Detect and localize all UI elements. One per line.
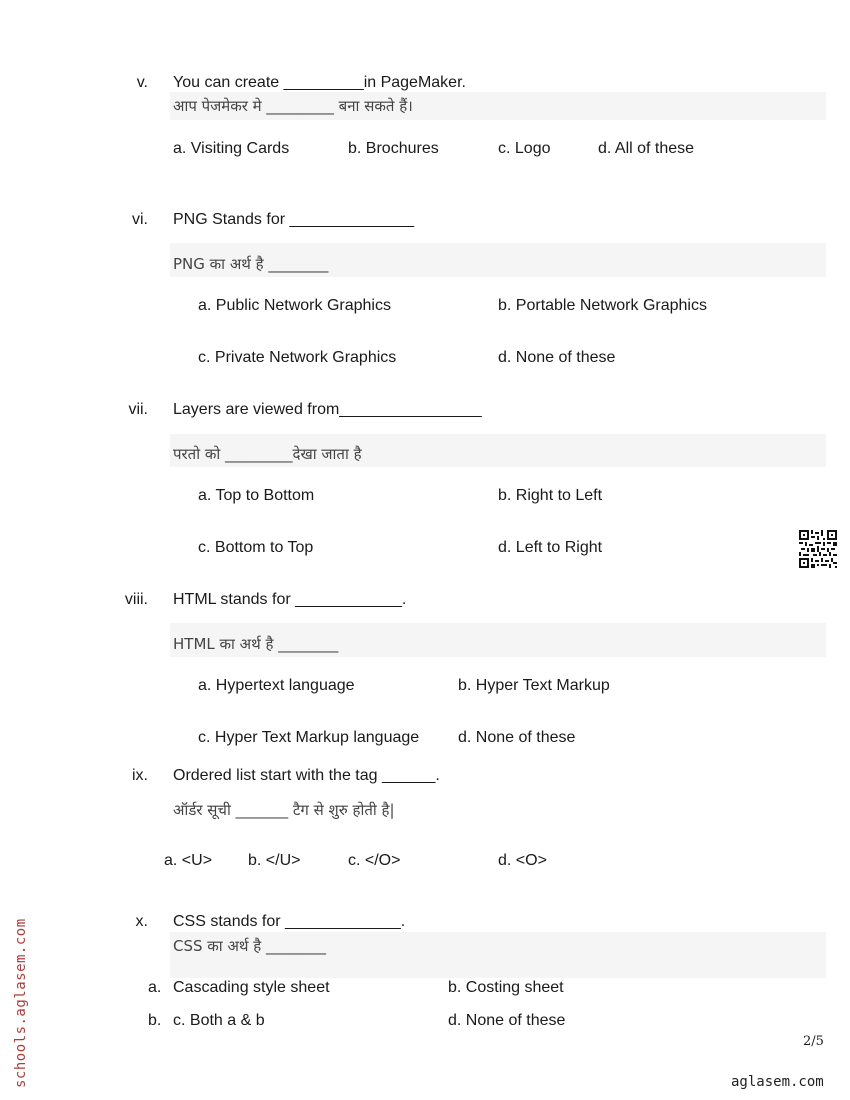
question-number: viii.	[124, 591, 148, 608]
question-hindi: परतो को _________देखा जाता है	[173, 445, 362, 463]
option-d: d. None of these	[458, 729, 576, 746]
question-number: x.	[135, 913, 148, 930]
option-label-a: a.	[148, 979, 162, 996]
option-b: b. Right to Left	[498, 487, 603, 504]
option-b: b. Hyper Text Markup	[458, 677, 610, 694]
option-c: c. </O>	[348, 852, 401, 869]
page-number: 2/5	[803, 1034, 824, 1049]
question-hindi: HTML का अर्थ है ________	[173, 635, 339, 653]
question-number: vii.	[128, 401, 148, 418]
question-text: You can create _________in PageMaker.	[173, 74, 466, 91]
question-text: Layers are viewed from________________	[173, 401, 482, 418]
option-a: a. <U>	[164, 852, 213, 869]
option-c: c. Hyper Text Markup language	[198, 729, 420, 746]
side-watermark: schools.aglasem.com	[13, 918, 29, 1088]
question-number: ix.	[132, 767, 148, 784]
question-hindi: आप पेजमेकर मे _________ बना सकते हैं।	[173, 97, 413, 115]
option-b: b. Costing sheet	[448, 979, 564, 996]
option-a: a. Hypertext language	[198, 677, 355, 694]
option-c: c. Private Network Graphics	[198, 349, 397, 366]
option-a: a. Top to Bottom	[198, 487, 315, 504]
option-a: Cascading style sheet	[173, 979, 330, 996]
option-d: d. Left to Right	[498, 539, 603, 556]
option-c: c. Both a & b	[173, 1012, 265, 1029]
question-hindi: ऑर्डर सूची _______ टैग से शुरु होती है|	[173, 801, 395, 819]
question-hindi: PNG का अर्थ है ________	[173, 255, 329, 273]
option-d: d. None of these	[498, 349, 616, 366]
option-b: b. Portable Network Graphics	[498, 297, 707, 314]
qr-code-icon	[799, 530, 837, 568]
option-c: c. Logo	[498, 140, 551, 157]
question-number: v.	[136, 74, 148, 91]
option-a: a. Public Network Graphics	[198, 297, 391, 314]
option-d: d. All of these	[598, 140, 695, 157]
option-c: c. Bottom to Top	[198, 539, 314, 556]
question-hindi: CSS का अर्थ है ________	[173, 937, 327, 955]
question-text: CSS stands for _____________.	[173, 913, 406, 930]
option-d: d. None of these	[448, 1012, 566, 1029]
option-b: b. </U>	[248, 852, 301, 869]
question-text: HTML stands for ____________.	[173, 591, 407, 608]
question-number: vi.	[132, 211, 148, 228]
option-a: a. Visiting Cards	[173, 140, 290, 157]
option-d: d. <O>	[498, 852, 547, 869]
question-text: PNG Stands for ______________	[173, 211, 415, 228]
question-text: Ordered list start with the tag ______.	[173, 767, 440, 784]
site-watermark: aglasem.com	[731, 1074, 824, 1090]
option-b: b. Brochures	[348, 140, 439, 157]
option-label-b: b.	[148, 1012, 162, 1029]
